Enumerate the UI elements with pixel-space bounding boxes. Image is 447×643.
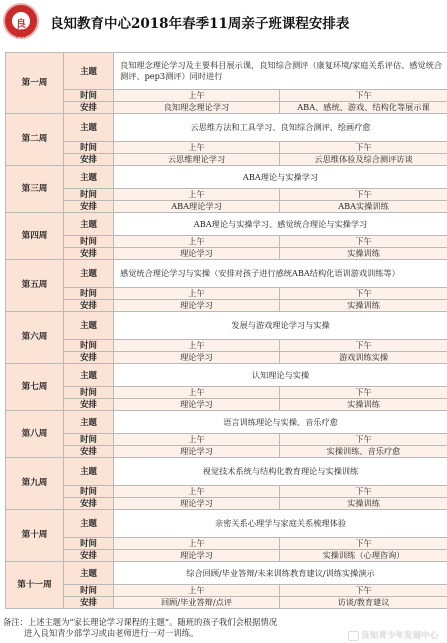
am-arrangement: 理论学习 [114, 498, 280, 510]
arrange-label: 安排 [64, 597, 114, 609]
am-arrangement: 云思维理论学习 [114, 154, 280, 166]
week-topic-row [6, 213, 447, 236]
pm-cell: 下午 [280, 387, 447, 399]
week-label: 第七周 [6, 364, 64, 411]
week-time-row [6, 340, 447, 352]
topic-label: 主题 [64, 562, 114, 585]
pm-arrangement: 实操训练 [280, 399, 447, 411]
week-arrange-row [6, 399, 447, 411]
pm-cell: 下午 [280, 585, 447, 597]
pm-cell: 下午 [280, 189, 447, 201]
topic-label: 主题 [64, 364, 114, 387]
logo [3, 3, 39, 39]
am-cell: 上午 [114, 538, 280, 550]
topic-cell: ABA理论与实操学习、感觉统合理论与实操学习 [114, 213, 447, 236]
time-label: 时间 [64, 538, 114, 550]
pm-arrangement: 实操训练 [280, 498, 447, 510]
week-arrange-row [6, 201, 447, 213]
am-arrangement: 理论学习 [114, 399, 280, 411]
logo-text: 良知 [16, 19, 26, 40]
time-label: 时间 [64, 288, 114, 300]
arrange-label: 安排 [64, 446, 114, 458]
time-label: 时间 [64, 585, 114, 597]
am-arrangement: ABA理论学习 [114, 201, 280, 213]
pm-arrangement: 云思维体验及综合测评访谈 [280, 154, 447, 166]
am-cell: 上午 [114, 585, 280, 597]
schedule-table [5, 52, 447, 609]
topic-cell: 云思维方法和工具学习、良知综合测评、绘画疗愈 [114, 114, 447, 142]
arrange-label: 安排 [64, 399, 114, 411]
week-time-row [6, 486, 447, 498]
topic-label: 主题 [64, 458, 114, 486]
week-topic-row [6, 458, 447, 486]
topic-label: 主题 [64, 411, 114, 434]
week-arrange-row [6, 352, 447, 364]
week-arrange-row [6, 154, 447, 166]
week-arrange-row [6, 446, 447, 458]
week-arrange-row [6, 300, 447, 312]
topic-cell: 良知理念理论学习及主要科目展示课，良知综合测评（康复环境/家庭关系评估、感觉统合测评、pep3测评）同时进行 [114, 53, 447, 90]
week-label: 第五周 [6, 260, 64, 312]
am-cell: 上午 [114, 236, 280, 248]
topic-cell: 认知理论与实操 [114, 364, 447, 387]
schedule-table-wrap [5, 52, 447, 609]
week-topic-row [6, 260, 447, 288]
week-arrange-row [6, 597, 447, 609]
pm-arrangement: 访谈/教育建议 [280, 597, 447, 609]
am-cell: 上午 [114, 434, 280, 446]
time-label: 时间 [64, 189, 114, 201]
pm-cell: 下午 [280, 288, 447, 300]
am-cell: 上午 [114, 90, 280, 102]
pm-arrangement: ABA、感统、游戏、结构化等展示课 [280, 102, 447, 114]
pm-cell: 下午 [280, 236, 447, 248]
pm-cell: 下午 [280, 434, 447, 446]
am-cell: 上午 [114, 142, 280, 154]
week-arrange-row [6, 550, 447, 562]
week-topic-row [6, 114, 447, 142]
pm-arrangement: 实操训练（心理咨询） [280, 550, 447, 562]
am-arrangement: 理论学习 [114, 300, 280, 312]
time-label: 时间 [64, 486, 114, 498]
am-arrangement: 理论学习 [114, 352, 280, 364]
arrange-label: 安排 [64, 550, 114, 562]
week-label: 第二周 [6, 114, 64, 166]
am-arrangement: 回顾/毕业答辩/点评 [114, 597, 280, 609]
week-topic-row [6, 411, 447, 434]
week-topic-row [6, 53, 447, 90]
topic-cell: 语言训练理论与实操、音乐疗愈 [114, 411, 447, 434]
topic-cell: 视觉技术系统与结构化教育理论与实操训练 [114, 458, 447, 486]
am-cell: 上午 [114, 387, 280, 399]
am-cell: 上午 [114, 288, 280, 300]
week-label: 第八周 [6, 411, 64, 458]
watermark-text: 良知青少年发展中心 [361, 631, 439, 641]
am-cell: 上午 [114, 340, 280, 352]
arrange-label: 安排 [64, 352, 114, 364]
topic-cell: 感觉统合理论学习与实操（安排对孩子进行感统ABA结构化语训游戏训练等） [114, 260, 447, 288]
pm-arrangement: 游戏训练实操 [280, 352, 447, 364]
pm-cell: 下午 [280, 538, 447, 550]
week-label: 第三周 [6, 166, 64, 213]
week-label: 第四周 [6, 213, 64, 260]
time-label: 时间 [64, 387, 114, 399]
week-topic-row [6, 510, 447, 538]
arrange-label: 安排 [64, 498, 114, 510]
am-arrangement: 理论学习 [114, 550, 280, 562]
pm-cell: 下午 [280, 90, 447, 102]
pm-cell: 下午 [280, 340, 447, 352]
arrange-label: 安排 [64, 201, 114, 213]
am-arrangement: 理论学习 [114, 248, 280, 260]
time-label: 时间 [64, 142, 114, 154]
week-time-row [6, 538, 447, 550]
week-arrange-row [6, 102, 447, 114]
week-label: 第六周 [6, 312, 64, 364]
week-time-row [6, 585, 447, 597]
pm-arrangement: ABA实操训练 [280, 201, 447, 213]
arrange-label: 安排 [64, 154, 114, 166]
am-arrangement: 理论学习 [114, 446, 280, 458]
topic-cell: 综合回顾/毕业答辩/未来训练教育建议/训练实操演示 [114, 562, 447, 585]
time-label: 时间 [64, 90, 114, 102]
topic-label: 主题 [64, 260, 114, 288]
week-arrange-row [6, 248, 447, 260]
topic-cell: 发展与游戏理论学习与实操 [114, 312, 447, 340]
footer-line-2: 进入良知青少部学习或由老师进行一对一训练。 [24, 628, 199, 638]
week-label: 第九周 [6, 458, 64, 510]
pm-arrangement: 实操训练、音乐疗愈 [280, 446, 447, 458]
pm-arrangement: 实操训练 [280, 300, 447, 312]
week-label: 第十一周 [6, 562, 64, 609]
week-topic-row [6, 364, 447, 387]
am-cell: 上午 [114, 486, 280, 498]
week-topic-row [6, 562, 447, 585]
week-time-row [6, 189, 447, 201]
pm-cell: 下午 [280, 142, 447, 154]
week-topic-row [6, 312, 447, 340]
am-arrangement: 良知理念理论学习 [114, 102, 280, 114]
week-topic-row [6, 166, 447, 189]
topic-label: 主题 [64, 166, 114, 189]
pm-cell: 下午 [280, 486, 447, 498]
week-time-row [6, 236, 447, 248]
topic-label: 主题 [64, 213, 114, 236]
week-label: 第一周 [6, 53, 64, 114]
topic-label: 主题 [64, 312, 114, 340]
am-cell: 上午 [114, 189, 280, 201]
time-label: 时间 [64, 434, 114, 446]
arrange-label: 安排 [64, 102, 114, 114]
topic-label: 主题 [64, 114, 114, 142]
header [0, 0, 447, 44]
pm-arrangement: 实操训练 [280, 248, 447, 260]
time-label: 时间 [64, 236, 114, 248]
arrange-label: 安排 [64, 248, 114, 260]
week-time-row [6, 434, 447, 446]
week-arrange-row [6, 498, 447, 510]
week-label: 第十周 [6, 510, 64, 562]
footer-line-1: 备注：上述主题为“家长理论学习课程的主题”。随班的孩子我们会根据情况 [3, 617, 277, 627]
topic-label: 主题 [64, 53, 114, 90]
arrange-label: 安排 [64, 300, 114, 312]
topic-cell: ABA理论与实操学习 [114, 166, 447, 189]
week-time-row [6, 90, 447, 102]
topic-label: 主题 [64, 510, 114, 538]
topic-cell: 亲密关系心理学与家庭关系梳理体验 [114, 510, 447, 538]
week-time-row [6, 288, 447, 300]
watermark [348, 629, 438, 641]
time-label: 时间 [64, 340, 114, 352]
page-title: 良知教育中心2018年春季11周亲子班课程安排表 [50, 16, 350, 32]
week-time-row [6, 142, 447, 154]
wechat-icon [348, 631, 359, 641]
week-time-row [6, 387, 447, 399]
